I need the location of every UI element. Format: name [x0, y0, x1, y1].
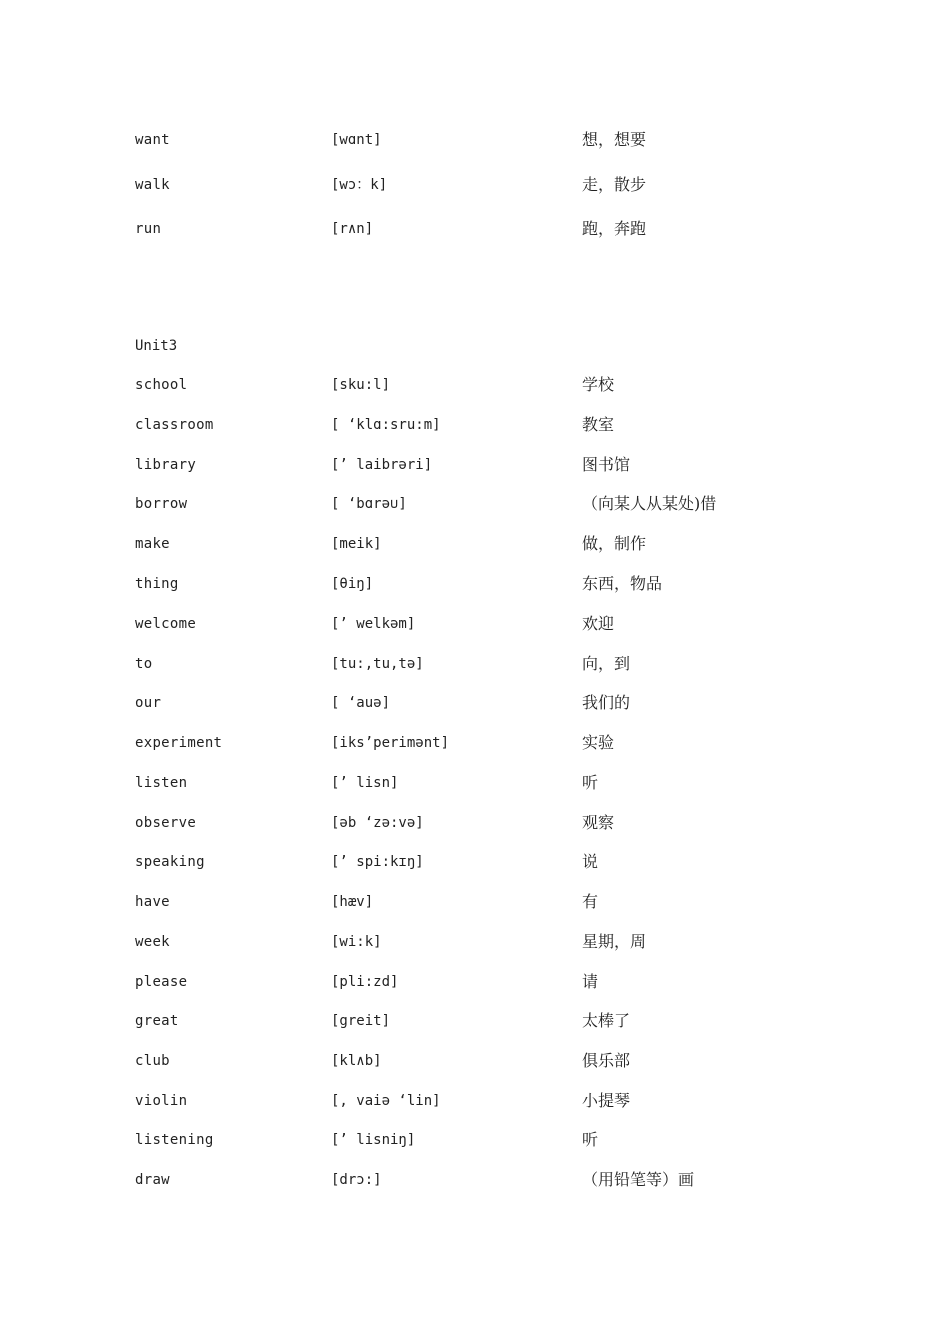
chinese-meaning: 走，散步: [582, 175, 647, 194]
english-word: violin: [135, 1093, 188, 1109]
chinese-meaning: 听: [582, 1130, 599, 1149]
chinese-meaning: 观察: [582, 813, 615, 832]
chinese-meaning: 太棒了: [582, 1011, 631, 1030]
chinese-meaning: 实验: [582, 733, 615, 752]
english-word: experiment: [135, 735, 223, 751]
vocab-row: [0, 850, 950, 874]
chinese-meaning: 星期，周: [582, 932, 647, 951]
phonetic: [wɑnt]: [331, 132, 382, 148]
english-word: speaking: [135, 854, 205, 870]
vocab-row: [0, 652, 950, 676]
phonetic: [’ lisn]: [331, 775, 399, 791]
english-word: draw: [135, 1172, 170, 1188]
phonetic: [greit]: [331, 1013, 391, 1029]
vocab-row: [0, 373, 950, 397]
english-word: school: [135, 377, 188, 393]
vocab-row: [0, 1049, 950, 1073]
vocab-row: [0, 612, 950, 636]
english-word: walk: [135, 177, 170, 193]
phonetic: [wi:k]: [331, 934, 382, 950]
english-word: make: [135, 536, 170, 552]
vocab-row: [0, 492, 950, 516]
phonetic: [’ lisniŋ]: [331, 1132, 416, 1148]
vocab-row: [0, 811, 950, 835]
vocab-row: [0, 173, 950, 197]
phonetic: [ ‘klɑ:sru:m]: [331, 417, 441, 433]
vocab-row: [0, 890, 950, 914]
phonetic: [wɔ：k]: [331, 177, 388, 193]
vocab-row: [0, 970, 950, 994]
english-word: classroom: [135, 417, 214, 433]
english-word: please: [135, 974, 188, 990]
english-word: club: [135, 1053, 170, 1069]
english-word: great: [135, 1013, 179, 1029]
english-word: thing: [135, 576, 179, 592]
english-word: observe: [135, 815, 197, 831]
chinese-meaning: 图书馆: [582, 455, 631, 474]
phonetic: [drɔ:]: [331, 1172, 382, 1188]
english-word: want: [135, 132, 170, 148]
chinese-meaning: 学校: [582, 375, 615, 394]
vocab-row: [0, 691, 950, 715]
phonetic: [ ‘auə]: [331, 695, 391, 711]
english-word: to: [135, 656, 153, 672]
phonetic: [pli:zd]: [331, 974, 399, 990]
vocab-row: [0, 413, 950, 437]
chinese-meaning: 小提琴: [582, 1091, 631, 1110]
chinese-meaning: 有: [582, 892, 599, 911]
unit-heading: Unit3: [135, 338, 178, 354]
vocab-row: [0, 1089, 950, 1113]
phonetic: [ ‘bɑrə∪]: [331, 496, 407, 512]
vocab-row: [0, 1128, 950, 1152]
chinese-meaning: 想，想要: [582, 130, 647, 149]
phonetic: [sku:l]: [331, 377, 391, 393]
vocab-row: [0, 532, 950, 556]
chinese-meaning: （向某人从某处)借: [582, 494, 717, 513]
vocab-row: [0, 930, 950, 954]
chinese-meaning: 听: [582, 773, 599, 792]
vocab-row: [0, 128, 950, 152]
phonetic: [’ spi:kɪŋ]: [331, 854, 424, 870]
vocab-row: [0, 217, 950, 241]
chinese-meaning: 做，制作: [582, 534, 647, 553]
chinese-meaning: 向，到: [582, 654, 631, 673]
chinese-meaning: 我们的: [582, 693, 631, 712]
phonetic: [r∧n]: [331, 221, 374, 237]
vocab-row: [0, 771, 950, 795]
vocab-row: [0, 1168, 950, 1192]
english-word: have: [135, 894, 170, 910]
chinese-meaning: 欢迎: [582, 614, 615, 633]
english-word: week: [135, 934, 170, 950]
chinese-meaning: 教室: [582, 415, 615, 434]
phonetic: [’ welkəm]: [331, 616, 416, 632]
english-word: our: [135, 695, 162, 711]
english-word: library: [135, 457, 197, 473]
phonetic: [əb ‘zə:və]: [331, 815, 424, 831]
chinese-meaning: 请: [582, 972, 599, 991]
phonetic: [θiŋ]: [331, 576, 374, 592]
phonetic: [’ laibrəri]: [331, 457, 433, 473]
vocab-row: [0, 1009, 950, 1033]
phonetic: [meik]: [331, 536, 382, 552]
phonetic: [kl∧b]: [331, 1053, 382, 1069]
vocab-row: [0, 572, 950, 596]
phonetic: [iks’perimənt]: [331, 735, 450, 751]
chinese-meaning: 跑，奔跑: [582, 219, 647, 238]
vocab-row: [0, 731, 950, 755]
chinese-meaning: 说: [582, 852, 599, 871]
phonetic: [tu:,tu,tə]: [331, 656, 424, 672]
english-word: listen: [135, 775, 188, 791]
english-word: welcome: [135, 616, 197, 632]
english-word: listening: [135, 1132, 214, 1148]
english-word: run: [135, 221, 162, 237]
chinese-meaning: （用铅笔等）画: [582, 1170, 695, 1189]
chinese-meaning: 俱乐部: [582, 1051, 631, 1070]
vocab-row: [0, 453, 950, 477]
english-word: borrow: [135, 496, 188, 512]
chinese-meaning: 东西，物品: [582, 574, 663, 593]
phonetic: [, vaiə ‘lin]: [331, 1093, 441, 1109]
phonetic: [hæv]: [331, 894, 374, 910]
